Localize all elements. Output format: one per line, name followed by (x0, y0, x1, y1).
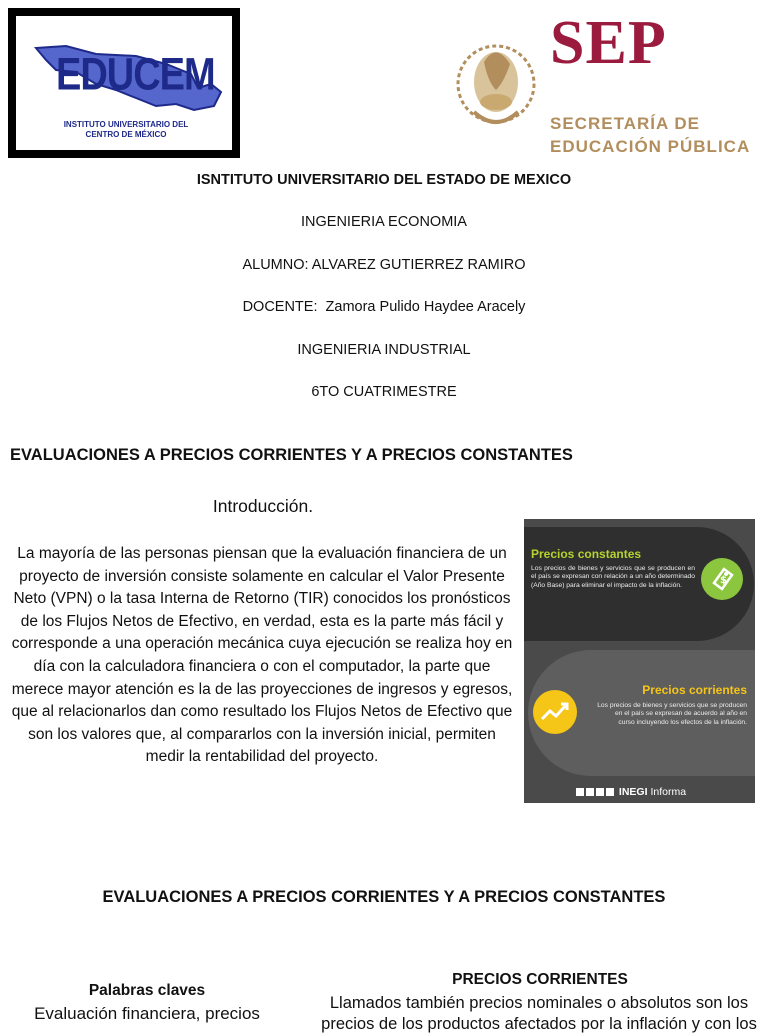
sep-subtitle-line1: SECRETARÍA DE (550, 114, 700, 133)
sep-wordmark: SEP (550, 9, 667, 77)
twitter-icon (596, 788, 604, 796)
price-tag-icon (700, 557, 744, 601)
career-name: INGENIERIA INDUSTRIAL (297, 342, 471, 358)
institution-name: ISNTITUTO UNIVERSITARIO DEL ESTADO DE MEXICO (196, 172, 572, 188)
inegi-footer (576, 786, 686, 798)
corrientes-text: Los precios de bienes y servicios que se producen en el país se expresan de acuerdo al año en curso incluyendo los efectos de la inflación. (597, 702, 747, 726)
section-title-2: EVALUACIONES A PRECIOS CORRIENTES Y A PRECIOS CONSTANTES (102, 888, 666, 906)
teacher-name: DOCENTE: Zamora Pulido Haydee Aracely (242, 299, 526, 315)
sep-subtitle-line2: EDUCACIÓN PÚBLICA (550, 137, 751, 156)
sep-subtitle (550, 112, 750, 158)
educem-logo (8, 8, 240, 158)
inegi-infographic (524, 519, 755, 803)
keywords-title: Palabras claves (88, 982, 206, 999)
constantes-title: Precios constantes (531, 547, 642, 561)
student-name: ALUMNO: ALVAREZ GUTIERREZ RAMIRO (242, 257, 526, 273)
facebook-icon (576, 788, 584, 796)
intro-paragraph: La mayoría de las personas piensan que la evaluación financiera de un proyecto de inversión consiste solamente en calcular el Valor Presente Neto (VPN) o la tasa Interna de Retorno (TIR) conocidos los pronósticos de los Flujos Netos de Efectivo, en verdad, esta es la parte más fácil y corresponde a una operación mecánica cuya ejecución se realiza hoy en día con la calculadora financiera o con el computador, la parte que merece mayor atención es la de las proyecciones de ingresos y egresos, que al relacionarlos dan como resultado los Flujos Netos de Efectivo que son los valores que, al compararlos con la inversión inicial, permiten medir la rentabilidad del proyecto. (11, 545, 513, 766)
trend-up-icon (532, 689, 578, 735)
section-title: EVALUACIONES A PRECIOS CORRIENTES Y A PRECIOS CONSTANTES (10, 446, 573, 464)
instagram-icon (586, 788, 594, 796)
educem-subtitle: INSTITUTO UNIVERSITARIO DEL CENTRO DE MÉXICO (63, 120, 189, 139)
educem-wordmark: EDUCEM (56, 49, 215, 101)
intro-heading: Introducción. (212, 496, 314, 516)
youtube-icon (606, 788, 614, 796)
subject-name: INGENIERIA ECONOMIA (301, 214, 467, 230)
term-name: 6TO CUATRIMESTRE (311, 384, 457, 400)
svg-text:$: $ (720, 575, 727, 586)
constantes-text: Los precios de bienes y servicios que se producen en el país se expresan con relación a un año determinado (Año Base) para eliminar el impacto de la inflación. (531, 565, 695, 589)
precios-corrientes-title: PRECIOS CORRIENTES (452, 971, 628, 988)
precios-corrientes-text: Llamados también precios nominales o absolutos son los precios de los productos afectados por la inflación y con los (321, 994, 757, 1033)
corrientes-title: Precios corrientes (642, 683, 747, 697)
keywords-text: Evaluación financiera, precios (34, 1004, 260, 1023)
inegi-brand: INEGI (618, 786, 648, 798)
mexico-seal-icon (454, 12, 538, 156)
inegi-label: Informa (650, 786, 687, 798)
